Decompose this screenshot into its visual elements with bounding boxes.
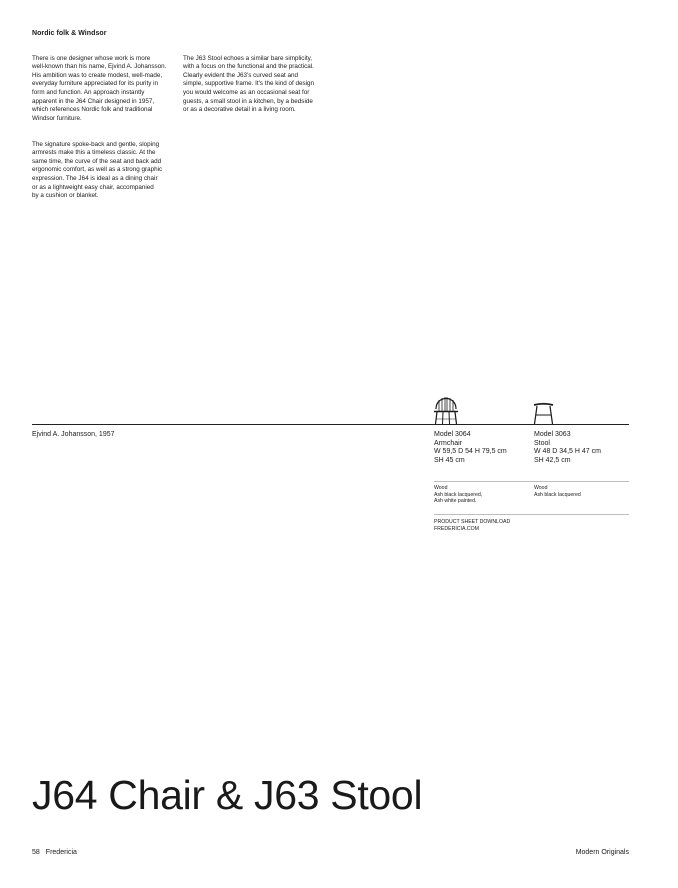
- divider: [434, 481, 629, 482]
- seat-height: SH 42,5 cm: [534, 456, 571, 464]
- product-spec-armchair: [434, 431, 507, 465]
- website-link[interactable]: FREDERICIA.COM: [434, 525, 479, 532]
- divider: [434, 514, 629, 515]
- product-sheet-download-link[interactable]: PRODUCT SHEET DOWNLOAD: [434, 519, 511, 525]
- armchair-icon: [433, 392, 459, 424]
- page-number: 58: [32, 849, 40, 856]
- product-type: Stool: [534, 439, 550, 447]
- materials-armchair: [434, 485, 482, 505]
- material-label: Wood: [434, 485, 448, 491]
- links-block: [434, 519, 510, 532]
- designer-credit: Ejvind A. Johansson, 1957: [32, 431, 115, 438]
- material-item: Ash black lacquered,: [434, 491, 483, 498]
- section-heading: Nordic folk & Windsor: [32, 30, 107, 37]
- material-label: Wood: [534, 485, 548, 491]
- materials-stool: [534, 485, 581, 498]
- paragraph: The J63 Stool echoes a similar bare simplicity, with a focus on the functional and the practical. Clearly evident the J63's curved seat and simple, supportive frame. It's the kind of design you would welcome as an occasional seat for guests, a small stool in a kitchen, by a bedside or as a decorative detail in a living room.: [183, 54, 315, 114]
- page-title: J64 Chair & J63 Stool: [32, 772, 423, 818]
- footer-section-name: Modern Originals: [575, 849, 629, 856]
- divider: [32, 424, 629, 425]
- brand-name: Fredericia: [45, 849, 77, 856]
- seat-height: SH 45 cm: [434, 456, 465, 464]
- stool-icon: [533, 402, 554, 424]
- material-item: Ash white painted.: [434, 498, 477, 505]
- product-spec-stool: [534, 431, 601, 465]
- model-number: Model 3063: [534, 431, 571, 438]
- dimensions: W 48 D 34,5 H 47 cm: [534, 448, 601, 456]
- dimensions: W 59,5 D 54 H 79,5 cm: [434, 448, 507, 456]
- paragraph: There is one designer whose work is more well-known than his name, Ejvind A. Johansson. His ambition was to create modest, well-made, everyday furniture appreciated for its purity in form and function. An approach instantly apparent in the J64 Chair designed in 1957, which references Nordic folk and traditional Windsor furniture.: [32, 54, 167, 122]
- body-column-2: [183, 46, 333, 132]
- body-column-1: [32, 46, 182, 218]
- material-item: Ash black lacquered: [534, 491, 581, 498]
- model-number: Model 3064: [434, 431, 471, 438]
- footer-left: [32, 849, 83, 856]
- product-type: Armchair: [434, 439, 463, 447]
- paragraph: The signature spoke-back and gentle, sloping armrests make this a timeless classic. At the same time, the curve of the seat and back add ergonomic comfort, as well as a strong graphic expression. The J64 is ideal as a dining chair or as a lightweight easy chair, accompanied by a cushion or blanket.: [32, 140, 163, 200]
